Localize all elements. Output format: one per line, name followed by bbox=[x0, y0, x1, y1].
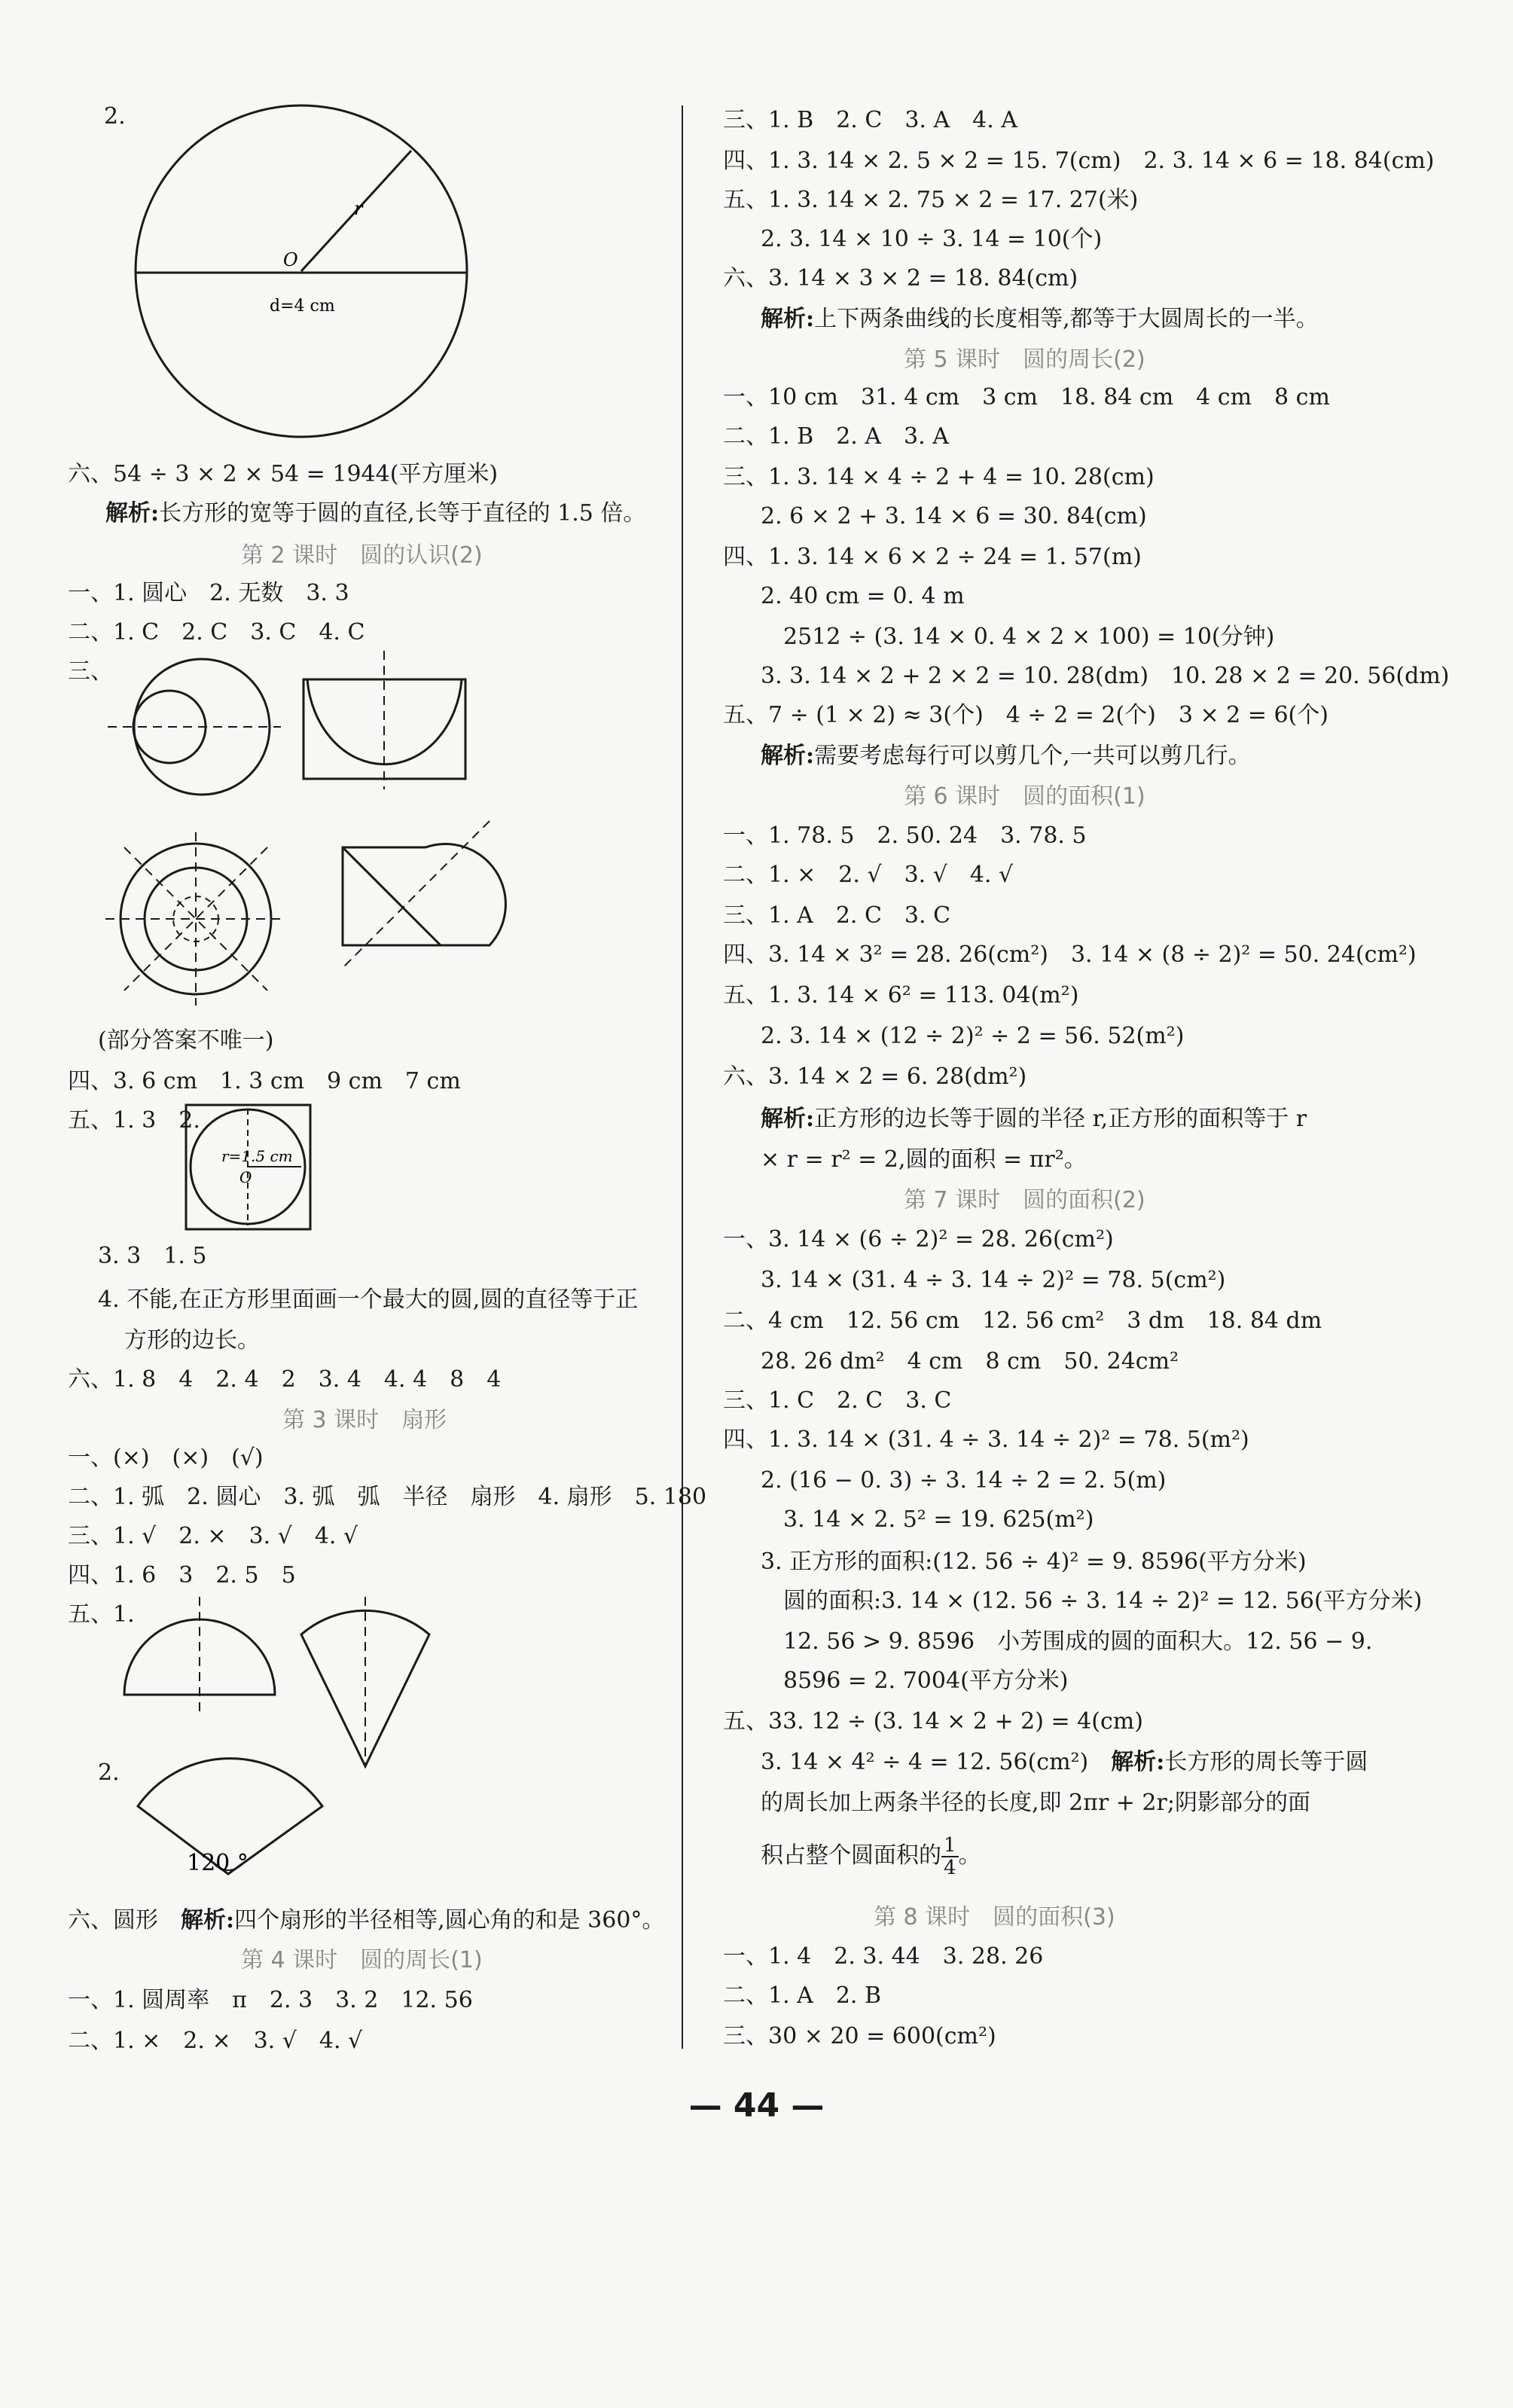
answer-line: 五、1. 3. 14 × 6² = 113. 04(m²) bbox=[723, 982, 1079, 1009]
answer-line: 一、1. 4 2. 3. 44 3. 28. 26 bbox=[723, 1943, 1044, 1970]
answer-line: 3. 正方形的面积:(12. 56 ÷ 4)² = 9. 8596(平方分米) bbox=[761, 1549, 1307, 1575]
semicircle-in-rectangle-figure bbox=[296, 648, 477, 791]
concentric-circles-figure bbox=[102, 829, 290, 1009]
note-line: (部分答案不唯一) bbox=[98, 1027, 274, 1054]
answer-line: 二、4 cm 12. 56 cm 12. 56 cm² 3 dm 18. 84 dm bbox=[723, 1308, 1322, 1334]
answer-line: 2. 6 × 2 + 3. 14 × 6 = 30. 84(cm) bbox=[761, 503, 1147, 530]
answer-line: 三、30 × 20 = 600(cm²) bbox=[723, 2023, 996, 2049]
answer-line: 二、1. B 2. A 3. A bbox=[723, 423, 949, 450]
answer-line bbox=[68, 1906, 664, 1936]
answer-line: 圆的面积:3. 14 × (12. 56 ÷ 3. 14 ÷ 2)² = 12. 56(平方分米) bbox=[783, 1588, 1423, 1614]
answer-line: 一、10 cm 31. 4 cm 3 cm 18. 84 cm 4 cm 8 cm bbox=[723, 384, 1330, 410]
section-heading: 第 7 课时 圆的面积(2) bbox=[904, 1187, 1145, 1213]
answer-line: 一、3. 14 × (6 ÷ 2)² = 28. 26(cm²) bbox=[723, 1226, 1114, 1253]
answer-text: 3. 14 × 4² ÷ 4 = 12. 56(cm²) bbox=[761, 1749, 1112, 1775]
analysis-line bbox=[761, 1833, 981, 1878]
answer-line: 三、1. 3. 14 × 4 ÷ 2 + 4 = 10. 28(cm) bbox=[723, 464, 1155, 490]
analysis-label: 解析: bbox=[761, 743, 815, 769]
radius-label: r=1.5 cm bbox=[221, 1147, 293, 1165]
analysis-line: × r = r² = 2,圆的面积 = πr²。 bbox=[761, 1146, 1087, 1173]
answer-line: 2. bbox=[98, 1759, 120, 1786]
analysis-label: 解析: bbox=[181, 1907, 235, 1933]
answer-line: 三、1. √ 2. × 3. √ 4. √ bbox=[68, 1523, 358, 1549]
answer-line: 一、1. 圆周率 π 2. 3 3. 2 12. 56 bbox=[68, 1987, 473, 2013]
answer-line: 四、1. 3. 14 × (31. 4 ÷ 3. 14 ÷ 2)² = 78. 5(m²) bbox=[723, 1427, 1249, 1453]
fraction bbox=[941, 1835, 959, 1878]
fraction-numerator: 1 bbox=[941, 1835, 959, 1857]
answer-line: 四、3. 14 × 3² = 28. 26(cm²) 3. 14 × (8 ÷ 2)² = 50. 24(cm²) bbox=[723, 942, 1417, 968]
answer-line: 3. 3. 14 × 2 + 2 × 2 = 10. 28(dm) 10. 28 × 2 = 20. 56(dm) bbox=[761, 663, 1450, 689]
answer-line: 2. 3. 14 × (12 ÷ 2)² ÷ 2 = 56. 52(m²) bbox=[761, 1023, 1185, 1049]
answer-line: 二、1. 弧 2. 圆心 3. 弧 弧 半径 扇形 4. 扇形 5. 180 bbox=[68, 1484, 707, 1510]
analysis-label: 解析: bbox=[761, 306, 815, 332]
page-number: — 44 — bbox=[688, 2086, 825, 2125]
analysis-line bbox=[761, 741, 1251, 771]
answer-text: 六、圆形 bbox=[68, 1907, 181, 1933]
radius-label: r bbox=[354, 198, 363, 219]
answer-line: 一、1. 78. 5 2. 50. 24 3. 78. 5 bbox=[723, 823, 1087, 849]
answer-line: 2. 40 cm = 0. 4 m bbox=[761, 583, 965, 609]
fan-120-figure bbox=[119, 1753, 345, 1882]
analysis-line bbox=[761, 1104, 1307, 1134]
semicircle-figure bbox=[117, 1593, 282, 1714]
answer-line: 8596 = 2. 7004(平方分米) bbox=[783, 1668, 1069, 1694]
section-heading: 第 2 课时 圆的认识(2) bbox=[241, 542, 483, 569]
column-divider bbox=[682, 105, 683, 2049]
answer-line: 二、1. A 2. B bbox=[723, 1982, 882, 2009]
analysis-line bbox=[105, 499, 645, 529]
fraction-denominator: 4 bbox=[944, 1857, 956, 1879]
analysis-line bbox=[761, 304, 1319, 334]
analysis-text: 需要考虑每行可以剪几个,一共可以剪几行。 bbox=[814, 743, 1251, 769]
answer-line: 2. 3. 14 × 10 ÷ 3. 14 = 10(个) bbox=[761, 226, 1103, 252]
answer-line: 二、1. × 2. √ 3. √ 4. √ bbox=[723, 862, 1014, 888]
q2-label: 2. bbox=[104, 103, 126, 130]
analysis-text: 长方形的周长等于圆 bbox=[1164, 1749, 1368, 1775]
section-heading: 第 5 课时 圆的周长(2) bbox=[904, 346, 1145, 373]
answer-line: 2. (16 − 0. 3) ÷ 3. 14 ÷ 2 = 2. 5(m) bbox=[761, 1467, 1167, 1494]
answer-line: 28. 26 dm² 4 cm 8 cm 50. 24cm² bbox=[761, 1348, 1179, 1375]
analysis-text: 四个扇形的半径相等,圆心角的和是 360°。 bbox=[234, 1907, 665, 1933]
answer-line: 六、1. 8 4 2. 4 2 3. 4 4. 4 8 4 bbox=[68, 1366, 502, 1393]
answer-line: 3. 14 × (31. 4 ÷ 3. 14 ÷ 2)² = 78. 5(cm²) bbox=[761, 1267, 1226, 1293]
answer-line: 三、 bbox=[68, 658, 113, 685]
angle-label: 120 ° bbox=[187, 1850, 249, 1876]
analysis-line: 的周长加上两条半径的长度,即 2πr + 2r;阴影部分的面 bbox=[761, 1790, 1310, 1816]
answer-line: 2512 ÷ (3. 14 × 0. 4 × 2 × 100) = 10(分钟) bbox=[783, 624, 1275, 650]
answer-line: 12. 56 > 9. 8596 小芳围成的圆的面积大。12. 56 − 9. bbox=[783, 1628, 1373, 1655]
answer-line: 二、1. C 2. C 3. C 4. C bbox=[68, 619, 365, 645]
answer-line: 方形的边长。 bbox=[124, 1327, 260, 1354]
answer-line: 三、1. B 2. C 3. A 4. A bbox=[723, 107, 1017, 133]
section-heading: 第 3 课时 扇形 bbox=[282, 1407, 447, 1433]
center-label: O bbox=[239, 1168, 252, 1186]
answer-line: 3. 14 × 2. 5² = 19. 625(m²) bbox=[783, 1506, 1094, 1533]
answer-line: 五、1. 3. 14 × 2. 75 × 2 = 17. 27(米) bbox=[723, 187, 1139, 213]
answer-line: 二、1. × 2. × 3. √ 4. √ bbox=[68, 2028, 363, 2054]
diameter-label: d=4 cm bbox=[270, 297, 335, 316]
sector-figure bbox=[294, 1593, 437, 1770]
analysis-text: 长方形的宽等于圆的直径,长等于直径的 1.5 倍。 bbox=[159, 500, 646, 526]
answer-line: 六、3. 14 × 2 = 6. 28(dm²) bbox=[723, 1064, 1027, 1090]
analysis-text: 积占整个圆面积的 bbox=[761, 1842, 941, 1869]
answer-line: 四、1. 3. 14 × 6 × 2 ÷ 24 = 1. 57(m) bbox=[723, 544, 1142, 570]
analysis-text: 正方形的边长等于圆的半径 r,正方形的面积等于 r bbox=[814, 1106, 1307, 1132]
square-arc-figure bbox=[328, 817, 516, 990]
analysis-text: 上下两条曲线的长度相等,都等于大圆周长的一半。 bbox=[814, 306, 1319, 332]
answer-line: 三、1. A 2. C 3. C bbox=[723, 902, 951, 929]
answer-line: 3. 3 1. 5 bbox=[98, 1243, 207, 1269]
answer-line: 四、1. 3. 14 × 2. 5 × 2 = 15. 7(cm) 2. 3. 14 × 6 = 18. 84(cm) bbox=[723, 148, 1435, 174]
center-label: O bbox=[283, 249, 298, 270]
answer-line: 一、1. 圆心 2. 无数 3. 3 bbox=[68, 580, 349, 606]
circle-in-square-figure bbox=[182, 1101, 314, 1233]
answer-line: 六、3. 14 × 3 × 2 = 18. 84(cm) bbox=[723, 265, 1078, 291]
analysis-text: 。 bbox=[958, 1842, 981, 1869]
circle-diameter-figure bbox=[127, 102, 473, 441]
answer-line: 五、7 ÷ (1 × 2) ≈ 3(个) 4 ÷ 2 = 2(个) 3 × 2 = 6(个) bbox=[723, 702, 1328, 728]
analysis-label: 解析: bbox=[1111, 1749, 1165, 1775]
section-heading: 第 6 课时 圆的面积(1) bbox=[904, 783, 1145, 810]
answer-line: 四、3. 6 cm 1. 3 cm 9 cm 7 cm bbox=[68, 1068, 461, 1094]
answer-line: 五、33. 12 ÷ (3. 14 × 2 + 2) = 4(cm) bbox=[723, 1708, 1143, 1735]
answer-line: 四、1. 6 3 2. 5 5 bbox=[68, 1562, 296, 1589]
answer-line: 一、(×) (×) (√) bbox=[68, 1445, 264, 1471]
circles-figure-1 bbox=[104, 655, 285, 798]
answer-line bbox=[761, 1747, 1368, 1778]
answer-line: 六、54 ÷ 3 × 2 × 54 = 1944(平方厘米) bbox=[68, 461, 499, 487]
answer-line: 五、1. bbox=[68, 1601, 135, 1628]
answer-line: 4. 不能,在正方形里面画一个最大的圆,圆的直径等于正 bbox=[98, 1286, 639, 1313]
answer-line: 五、1. 3 2. bbox=[68, 1107, 200, 1134]
analysis-label: 解析: bbox=[761, 1106, 815, 1132]
analysis-label: 解析: bbox=[105, 500, 160, 526]
section-heading: 第 8 课时 圆的面积(3) bbox=[874, 1904, 1115, 1930]
answer-line: 三、1. C 2. C 3. C bbox=[723, 1387, 952, 1414]
section-heading: 第 4 课时 圆的周长(1) bbox=[241, 1947, 483, 1973]
